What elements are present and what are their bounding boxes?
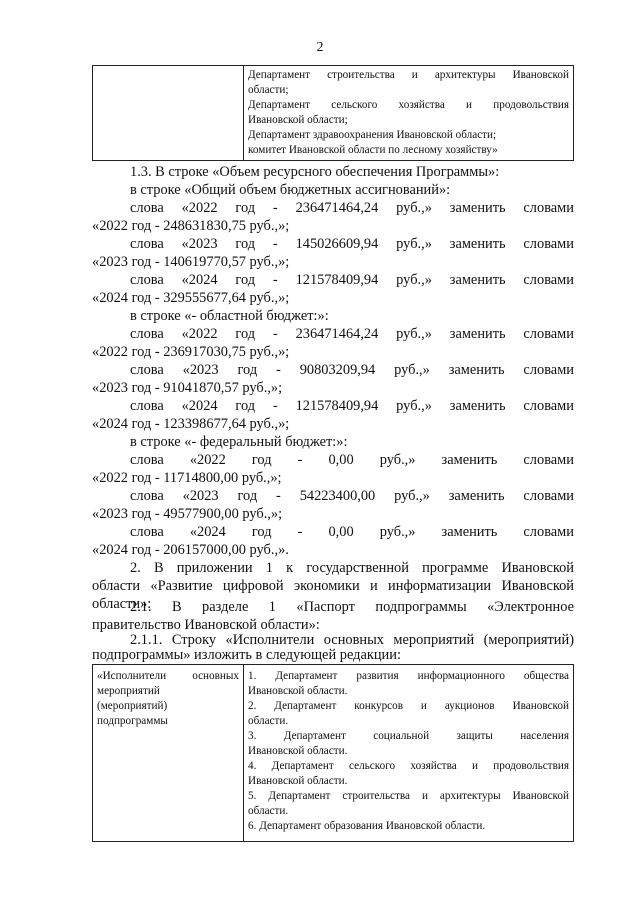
- top-table-line: области;: [248, 84, 289, 96]
- paragraph-line: «2024 год - 206157000,00 руб.,».: [92, 542, 289, 558]
- top-table-left-cell: [93, 66, 244, 161]
- executor-line: 5. Департамент строительства и архитектуры Ивановской: [248, 790, 569, 802]
- paragraph-line: «2024 год - 329555677,64 руб.,»;: [92, 290, 290, 306]
- paragraph-line: области «Развитие цифровой экономики и информатизации Ивановской: [92, 578, 574, 594]
- paragraph-line: слова «2024 год - 121578409,94 руб.,» заменить словами: [130, 398, 574, 414]
- paragraph-line: «2022 год - 236917030,75 руб.,»;: [92, 344, 290, 360]
- paragraph-line: «2023 год - 91041870,57 руб.,»;: [92, 380, 283, 396]
- top-table-line: Ивановской области;: [248, 114, 348, 126]
- top-table-line: Департамент строительства и архитектуры Ивановской: [248, 69, 569, 81]
- executors-label-line: (мероприятий): [97, 700, 168, 712]
- paragraph-line: «2024 год - 123398677,64 руб.,»;: [92, 416, 290, 432]
- executors-list-cell: [244, 665, 574, 842]
- paragraph-line: «2022 год - 248631830,75 руб.,»;: [92, 218, 290, 234]
- paragraph-line: подпрограммы» изложить в следующей редакции:: [92, 647, 401, 663]
- paragraph-line: «2023 год - 140619770,57 руб.,»;: [92, 254, 290, 270]
- executor-line: 4. Департамент сельского хозяйства и продовольствия: [248, 760, 569, 772]
- executor-line: 3. Департамент социальной защиты населения: [248, 730, 569, 742]
- paragraph-line: слова «2023 год - 54223400,00 руб.,» заменить словами: [130, 488, 574, 504]
- top-table: [92, 65, 574, 161]
- executor-line: области.: [248, 715, 289, 727]
- paragraph-line: «2022 год - 11714800,00 руб.,»;: [92, 470, 282, 486]
- executors-label-line: «Исполнители основных: [97, 670, 239, 682]
- paragraph-line: в строке «Общий объем бюджетных ассигнований»:: [130, 182, 451, 198]
- paragraph-line: области»:: [92, 596, 152, 612]
- paragraph-line: слова «2024 год - 121578409,94 руб.,» заменить словами: [130, 272, 574, 288]
- paragraph-line: слова «2023 год - 145026609,94 руб.,» заменить словами: [130, 236, 574, 252]
- executor-line: Ивановской области.: [248, 745, 348, 757]
- executor-line: Ивановской области.: [248, 685, 348, 697]
- page-number: 2: [316, 40, 324, 55]
- executor-line: области.: [248, 805, 289, 817]
- executor-line: 1. Департамент развития информационного общества: [248, 670, 569, 682]
- paragraph-line: слова «2024 год - 0,00 руб.,» заменить словами: [130, 524, 574, 540]
- executors-label-line: подпрограммы: [97, 715, 168, 727]
- top-table-right-cell: [244, 66, 574, 161]
- executor-line: Ивановской области.: [248, 775, 348, 787]
- top-table-line: комитет Ивановской области по лесному хозяйству»: [248, 144, 498, 156]
- paragraph-line: 2.1. В разделе 1 «Паспорт подпрограммы «Электронное: [130, 599, 574, 615]
- paragraph-line: правительство Ивановской области»:: [92, 617, 320, 633]
- executors-label-line: мероприятий: [97, 685, 160, 697]
- top-table-line: Департамент здравоохранения Ивановской области;: [248, 129, 497, 141]
- paragraph-line: в строке «- областной бюджет:»:: [130, 308, 329, 324]
- paragraph-line: в строке «- федеральный бюджет:»:: [130, 434, 348, 450]
- executors-table: [92, 664, 574, 842]
- paragraph-line: слова «2022 год - 236471464,24 руб.,» заменить словами: [130, 326, 574, 342]
- paragraph-line: 2. В приложении 1 к государственной программе Ивановской: [130, 560, 574, 576]
- paragraph-line: слова «2022 год - 236471464,24 руб.,» заменить словами: [130, 200, 574, 216]
- paragraph-line: слова «2022 год - 0,00 руб.,» заменить словами: [130, 452, 574, 468]
- top-table-line: Департамент сельского хозяйства и продовольствия: [248, 99, 569, 111]
- executor-line: 2. Департамент конкурсов и аукционов Ивановской: [248, 700, 569, 712]
- paragraph-line: слова «2023 год - 90803209,94 руб.,» заменить словами: [130, 362, 574, 378]
- paragraph-line: 2.1.1. Строку «Исполнители основных мероприятий (мероприятий): [130, 632, 574, 648]
- paragraph-line: «2023 год - 49577900,00 руб.,»;: [92, 506, 283, 522]
- executor-line: 6. Департамент образования Ивановской области.: [248, 820, 486, 832]
- paragraph-line: 1.3. В строке «Объем ресурсного обеспечения Программы»:: [130, 164, 500, 180]
- executors-label-cell: [93, 665, 244, 842]
